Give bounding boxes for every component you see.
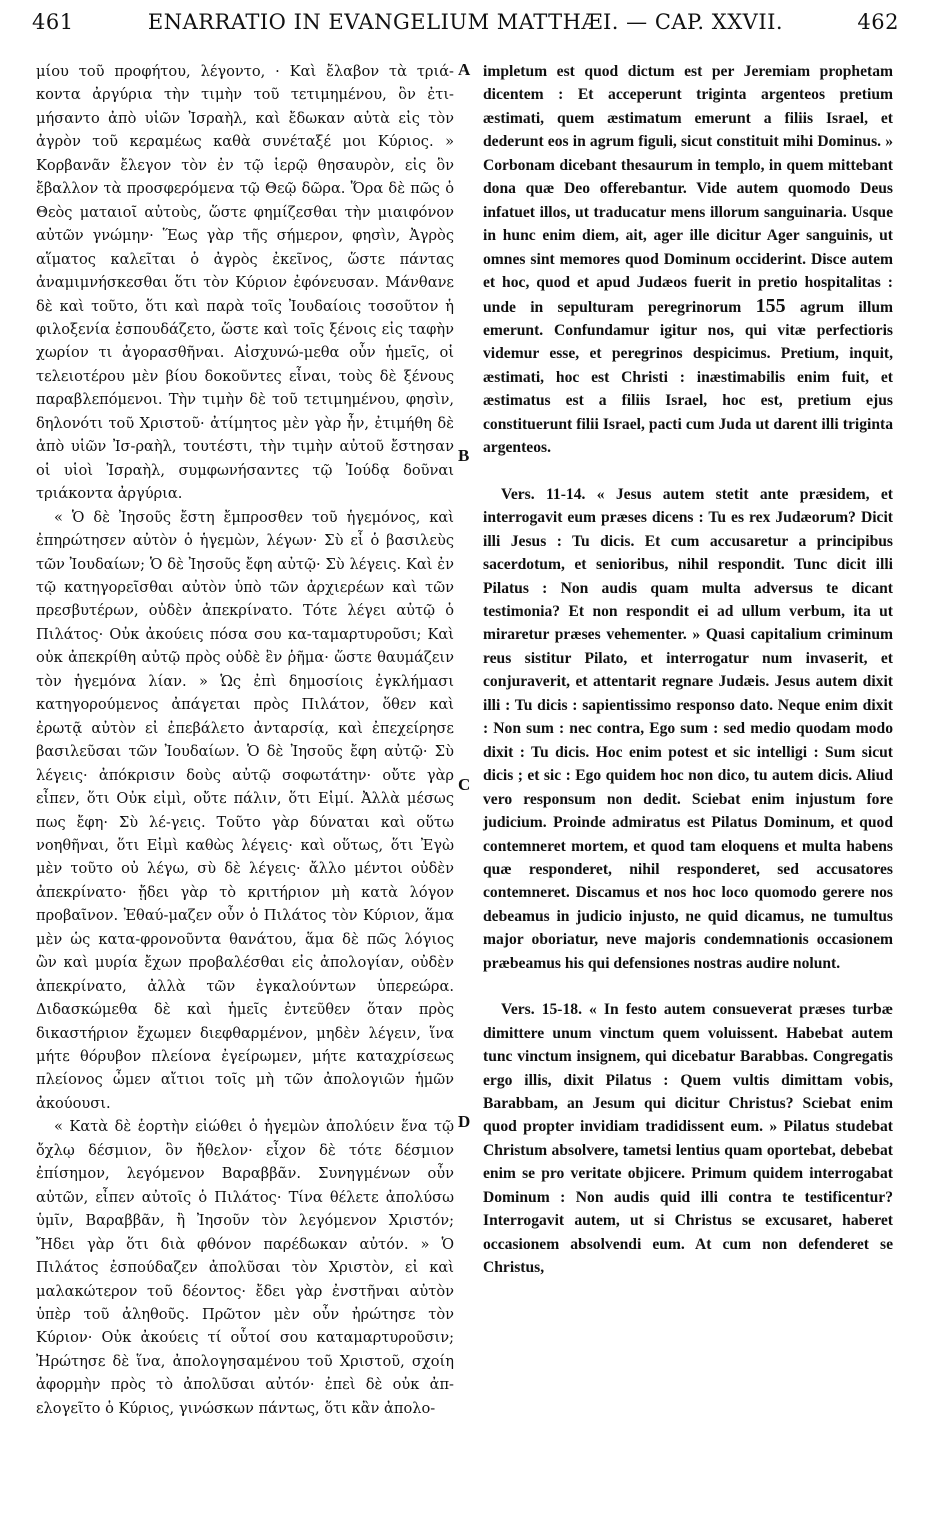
running-title: ENARRATIO IN EVANGELIUM MATTHÆI. — CAP. XXVII.: [147, 10, 784, 34]
column-page-marker: 155: [755, 294, 786, 317]
latin-paragraph-3: Vers. 15-18. « In festo autem consueverat præses turbæ dimittere unum vinctum quem voluissent. Habebat autem tunc vinctum insignem, qui dicebatur Barabbas. Congregatis ergo illis, dixit Pilatus : Quem vultis dimittam vobis, Barabbam, an Jesum qui dicitur Christus? Sciebat enim quod propter invidiam tradidissent eum. » Pilatus studebat Christum absolvere, tametsi lentius quam oportebat, debebat enim se pro veritate objicere. Primum quidem interrogabat Dominum : Non audis quid illi contra te testificentur? Interrogavit autem, ut si Christus se excusaret, haberet occasionem absolvendi eum. At cum non defenderet se Christus,: [483, 1001, 893, 1277]
page-number-left: 461: [32, 10, 74, 34]
latin-paragraph-2: Vers. 11-14. « Jesus autem stetit ante præsidem, et interrogavit eum præses dicens : Tu es rex Judæorum? Dicit illi Jesus : Tu dicis. Et cum accusaretur a principibus sacerdotum, et senioribus, nihil respondit. Tunc dicit illi Pilatus : Non audis quam multa adversus te dicant testimonia? Et non respondit ei ad ullum verbum, ita ut miraretur præses vehementer. » Quasi capitalium criminum reus sistitur Pilato, et interrogatur num invaserit, et conjuraverit, et attentarit regnare Judæis. Jesus autem dixit illi : Tu dicis : sapientissimo responso dato. Neque enim dixit : Non sum : nec contra, Ego sum : sed medio quodam modo dixit : Tu dicis. Hoc enim potest et sic intelligi : Sum sicut dicis ; et sic : Ego quidem hoc non dico, tu autem dicis. Aliud vero responsum non dedit. Sciebat enim injustum fore judicium. Proinde admiratus est Pilatus Dominum, et quod contemneret mortem, et quod tam eloquens et multa habens quæ responderet, nihil responderet, sed accusatores contemneret. Discamus et nos hoc loco quomodo gerere nos debeamus in judicio injusto, ne quid dicamus, ne tumultus major oboriatur, neve majoris condemnationis occasionem præbeamus his qui defensiones nostras audire nolunt.: [483, 485, 893, 972]
margin-letter-a: A: [458, 60, 471, 79]
latin-paragraph-1a: impletum est quod dictum est per Jeremiam prophetam dicentem : Et acceperunt triginta argenteos pretium æstimati, quem æstimatum emerunt a filiis Israel, et dederunt eos in agrum figuli, sicut constituit mihi Dominus. » Corbonam dicebant thesaurum in templo, in quem mittebant dona quæ Deo offerebantur. Vide autem quomodo Deus infatuet illos, ut traducatur mens illorum sanguinaria. Usque in hunc enim diem, ait, ager ille dicitur Ager sanguinis, ut omnes sint memores quod Dominum occiderint. Disce autem et hoc, quod et apud Judæos fuerit in pretio hospitalitas : unde in sepulturam peregrinorum: [483, 63, 893, 316]
margin-letter-d: D: [458, 1112, 471, 1131]
greek-column: [36, 60, 454, 1420]
margin-letter-c: C: [458, 775, 471, 794]
greek-paragraph-2: « Ὁ δὲ Ἰησοῦς ἔστη ἔμπροσθεν τοῦ ἡγεμόνος, καὶ ἐπηρώτησεν αὐτὸν ὁ ἡγεμὼν, λέγων· Σὺ εἶ ὁ βασιλεὺς τῶν Ἰουδαίων; Ὁ δὲ Ἰησοῦς ἔφη αὐτῷ· Σὺ λέγεις. Καὶ ἐν τῷ κατηγορεῖσθαι αὐτὸν ὑπὸ τῶν ἀρχιερέων καὶ τῶν πρεσβυτέρων, οὐδὲν ἀπεκρίνατο. Τότε λέγει αὐτῷ ὁ Πιλάτος· Οὐκ ἀκούεις πόσα σου κα-ταμαρτυροῦσι; Καὶ οὐκ ἀπεκρίθη αὐτῷ πρὸς οὐδὲ ἓν ῥῆμα· ὥστε θαυμάζειν τὸν ἡγεμόνα λίαν. » Ὡς ἐπὶ δημοσίοις ἐγκλήμασι κατηγορούμενος ἀπάγεται πρὸς Πιλάτον, ὅθεν καὶ ἐρωτᾷ αὐτὸν εἰ ἐπεβάλετο ἀνταρσίᾳ, καὶ ἐπεχείρησε βασιλεῦσαι τῶν Ἰουδαίων. Ὁ δὲ Ἰησοῦς ἔφη αὐτῷ· Σὺ λέγεις· ἀπόκρισιν δοὺς αὐτῷ σοφωτάτην· οὔτε γὰρ εἶπεν, ὅτι Οὐκ εἰμὶ, οὔτε πάλιν, ὅτι Εἰμί. Ἀλλὰ μέσως πως ἔφη· Σὺ λέ-γεις. Τοῦτο γὰρ δύναται καὶ οὕτω νοηθῆναι, ὅτι Εἰμὶ καθὼς λέγεις· καὶ οὕτως, ὅτι Ἐγὼ μὲν τοῦτο οὐ λέγω, σὺ δὲ λέγεις· ἄλλο μέντοι οὐδὲν ἀπεκρίνατο· ᾔδει γὰρ τὸ κριτήριον μὴ κατὰ λόγον προβαῖνον. Ἐθαύ-μαζεν οὖν ὁ Πιλάτος τὸν Κύριον, ἅμα μὲν ὡς κατα-φρονοῦντα θανάτου, ἅμα δὲ πῶς λόγιος ὢν καὶ μυρία ἔχων προβαλέσθαι εἰς ἀπολογίαν, οὐδὲν ἀπεκρίνατο, ἀλλὰ τῶν ἐγκαλούντων ὑπερεώρα. Διδασκώμεθα δὲ καὶ ἡμεῖς ἐντεῦθεν ὅταν πρὸς δικαστήριον ἔχωμεν διεφθαρμένον, μηδὲν λέγειν, ἵνα μήτε θόρυβον πλείονα ἐγείρωμεν, μήτε καταχρίσεως πλείονος ὦμεν αἴτιοι τοῖς μὴ τῶν ἀπολογιῶν ἡμῶν ἀκούουσι.: [36, 508, 454, 1112]
greek-paragraph-1: μίου τοῦ προφήτου, λέγοντο, · Καὶ ἔλαβον τὰ τριά-κοντα ἀργύρια τὴν τιμὴν τοῦ τετιμημένου, ὃν ἐτι-μήσαντο ἀπὸ υἱῶν Ἰσραὴλ, καὶ ἔδωκαν αὐτὰ εἰς τὸν ἀγρὸν τοῦ κεραμέως καθὰ συνέταξέ μοι Κύριος. » Κορβανᾶν ἔλεγον τὸν ἐν τῷ ἱερῷ θησαυρὸν, εἰς ὃν ἔβαλλον τὰ προσφερόμενα τῷ Θεῷ δῶρα. Ὅρα δὲ πῶς ὁ Θεὸς ματαιοῖ αὐτοὺς, ὥστε φημίζεσθαι τὴν μιαιφόνον αὐτῶν γνώμην· Ἕως γὰρ τῆς σήμερον, φησὶν, Ἀγρὸς αἵματος καλεῖται ὁ ἀγρὸς ἐκεῖνος, ὥστε πάντας ἀναμιμνήσκεσθαι ὅτι τὸν Κύριον ἐφόνευσαν. Μάνθανε δὲ καὶ τοῦτο, ὅτι καὶ παρὰ τοῖς Ἰουδαίοις τοσοῦτον ἡ φιλοξενία ἐσπουδάζετο, ὥστε καὶ τοῖς ξένοις εἰς ταφὴν χωρίον τι ἀγορασθῆναι. Αἰσχυνώ-μεθα οὖν ἡμεῖς, οἱ τελειοτέρου μὲν βίου δοκοῦντες εἶναι, τοὺς δὲ ξένους παραβλεπόμενοι. Τὴν τιμὴν δὲ τοῦ τετιμημένου, φησὶν, δηλονότι τοῦ Χριστοῦ· ἀτίμητος μὲν γὰρ ἦν, ἐτιμήθη δὲ ἀπὸ υἱῶν Ἰσ-ραὴλ, τουτέστι, τὴν τιμὴν αὐτοῦ ἔστησαν οἱ υἱοὶ Ἰσραὴλ, συμφωνήσαντες τῷ Ἰούδᾳ δοῦναι τριάκοντα ἀργύρια.: [36, 63, 454, 503]
running-header: [30, 10, 901, 46]
latin-paragraph-1b: agrum illum emerunt. Confundamur igitur nos, qui vitæ perfectioris videmur esse, et peregrinos despicimus. Pretium, inquit, æstimati, hoc est Christi : inæstimabilis enim fuit, et æstimatus est a filiis Israel, hoc est, pretium ejus constituerunt filii Israel, pacti cum Juda ut darent illi triginta argenteos.: [483, 298, 893, 457]
greek-paragraph-3: « Κατὰ δὲ ἑορτὴν εἰώθει ὁ ἡγεμὼν ἀπολύειν ἕνα τῷ ὄχλῳ δέσμιον, ὃν ἤθελον· εἶχον δὲ τότε δέσμιον ἐπίσημον, λεγόμενον Βαραββᾶν. Συνηγμένων οὖν αὐτῶν, εἶπεν αὐτοῖς ὁ Πιλάτος· Τίνα θέλετε ἀπολύσω ὑμῖν, Βαραββᾶν, ἢ Ἰησοῦν τὸν λεγόμενον Χριστόν; Ἤδει γὰρ ὅτι διὰ φθόνον παρέδωκαν αὐτόν. » Ὁ Πιλάτος ἐσπούδαζεν ἀπολῦσαι τὸν Χριστὸν, εἰ καὶ μαλακώτερον τοῦ δέοντος· ἔδει γὰρ ἐνστῆναι αὐτὸν ὑπὲρ τοῦ ἀληθοῦς. Πρῶτον μὲν οὖν ἠρώτησε τὸν Κύριον· Οὐκ ἀκούεις τί οὗτοί σου καταμαρτυροῦσιν; Ἠρώτησε δὲ ἵνα, ἀπολογησαμένου τοῦ Χριστοῦ, σχοίη ἀφορμὴν πρὸς τὸ ἀπολῦσαι αὐτόν· ἐπεὶ δὲ οὐκ ἀπ-ελογεῖτο ὁ Κύριος, γινώσκων πάντως, ὅτι κἂν ἀπολο-: [36, 1118, 454, 1417]
latin-paragraph-1: [483, 60, 893, 460]
page-number-right: 462: [857, 10, 899, 34]
margin-letter-b: B: [458, 446, 470, 465]
latin-column: [483, 60, 893, 1280]
